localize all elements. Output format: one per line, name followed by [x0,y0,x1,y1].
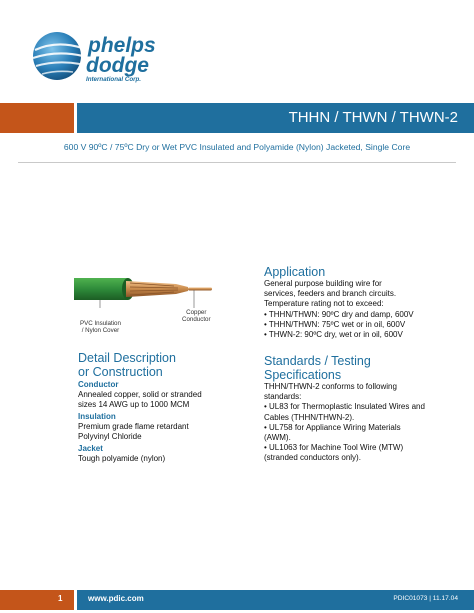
phelps-dodge-logo [30,28,180,90]
label-copper-conductor: Copper Conductor [182,309,211,323]
standards-heading: Standards / Testing Specifications [264,354,371,382]
label-pvc-insulation: PVC Insulation / Nylon Cover [80,320,121,334]
conductor-label: Conductor [78,380,119,389]
conductor-text: Annealed copper, solid or stranded sizes 14 AWG up to 1000 MCM [78,390,202,410]
title-band-accent [0,103,74,133]
footer-accent [0,590,74,610]
logo-name-line2: dodge [86,54,149,77]
detail-heading: Detail Description or Construction [78,351,176,379]
product-subtitle: 600 V 90ºC / 75ºC Dry or Wet PVC Insulated and Polyamide (Nylon) Jacketed, Single Core [63,142,411,152]
wire-illustration [70,268,230,338]
jacket-text: Tough polyamide (nylon) [78,454,166,463]
insulation-text: Premium grade flame retardant Polyvinyl Chloride [78,422,189,442]
standards-text: THHN/THWN-2 conforms to following standards: • UL83 for Thermoplastic Insulated Wires and Cables (THHN/THWN-2). • UL758 for Appliance Wiring Materials (AWM). • UL1063 for Machine Tool Wire (MTW) (stranded conductors only). [264,382,425,463]
logo-tagline: International Corp. [86,76,142,83]
website-link[interactable]: www.pdic.com [88,594,144,603]
conductor-tip [188,288,212,291]
application-text: General purpose building wire for services, feeders and branch circuits. Temperature rating not to exceed: • THHN/THWN: 90ºC dry and damp, 600V • THHN/THWN: 75ºC wet or in oil, 600V • THWN-2: 90ºC dry, wet or in oil, 600V [264,279,414,340]
page-number: 1 [58,594,63,603]
logo-name-line1: phelps [88,34,156,57]
application-heading: Application [264,265,326,279]
insulation-label: Insulation [78,412,116,421]
jacket-label: Jacket [78,444,103,453]
title-band [0,103,474,133]
footer-band [0,590,474,610]
document-reference: PDIC01073 | 11.17.04 [393,595,458,602]
divider [18,162,456,163]
title-band-bar [77,103,474,133]
product-title: THHN / THWN / THWN-2 [288,109,458,126]
